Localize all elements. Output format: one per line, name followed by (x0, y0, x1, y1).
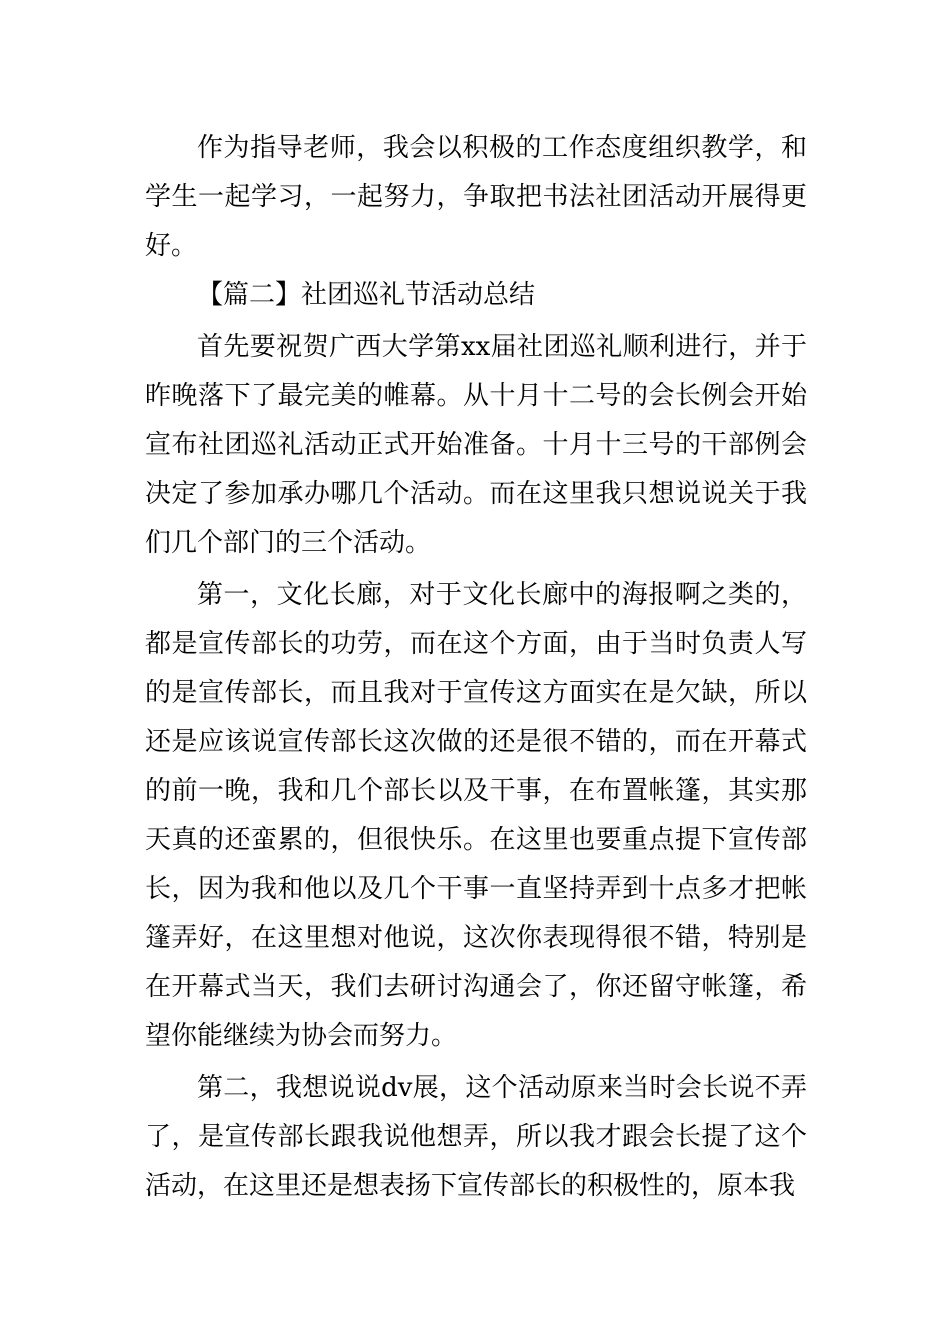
section-heading: 【篇二】社团巡礼节活动总结 (197, 280, 536, 310)
paragraph-first-activity: 第一，文化长廊，对于文化长廊中的海报啊之类的，都是宣传部长的功劳，而在这个方面，由于当时负责人写的是宣传部长，而且我对于宣传这方面实在是欠缺，所以还是应该说宣传部长这次做的还是很不错的，而在开幕式的前一晚，我和几个部长以及干事，在布置帐篷，其实那天真的还蛮累的，但很快乐。在这里也要重点提下宣传部长，因为我和他以及几个干事一直坚持弄到十点多才把帐篷弄好，在这里想对他说，这次你表现得很不错，特别是在开幕式当天，我们去研讨沟通会了，你还留守帐篷，希望你能继续为协会而努力。 (145, 580, 807, 1051)
document-body (145, 124, 807, 1211)
paragraph-intro: 首先要祝贺广西大学第xx届社团巡礼顺利进行，并于昨晚落下了最完美的帷幕。从十月十二号的会长例会开始宣布社团巡礼活动正式开始准备。十月十三号的干部例会决定了参加承办哪几个活动。而在这里我只想说说关于我们几个部门的三个活动。 (145, 332, 807, 558)
paragraph-closing: 作为指导老师，我会以积极的工作态度组织教学，和学生一起学习，一起努力，争取把书法社团活动开展得更好。 (145, 133, 807, 261)
paragraph-second-activity: 第二，我想说说dv展，这个活动原来当时会长说不弄了，是宣传部长跟我说他想弄，所以我才跟会长提了这个活动，在这里还是想表扬下宣传部长的积极性的，原本我 (145, 1073, 807, 1201)
